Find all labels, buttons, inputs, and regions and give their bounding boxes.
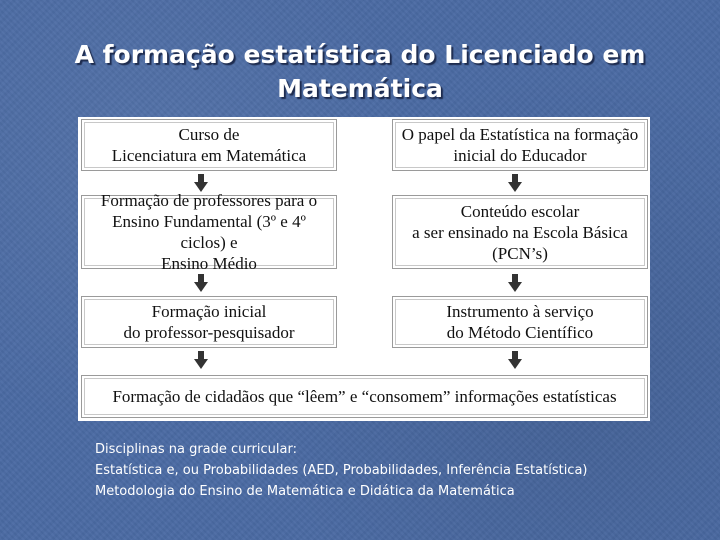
- box-formacao-professores-line-1: Formação de professores para o: [100, 191, 318, 210]
- flow-diagram: [78, 117, 650, 421]
- notes-line-2: Estatística e, ou Probabilidades (AED, Probabilidades, Inferência Estatística): [95, 463, 588, 478]
- box-curso-licenciatura-line-1: Curso de: [178, 125, 240, 144]
- slide-title-line-2: Matemática: [277, 74, 443, 103]
- box-papel-estatistica-line-1: O papel da Estatística na formação: [401, 125, 639, 144]
- slide-title-line-1: A formação estatística do Licenciado em: [74, 40, 646, 69]
- curriculum-notes: [95, 439, 715, 502]
- box-formacao-inicial: [81, 296, 337, 348]
- box-instrumento-metodo-line-1: Instrumento à serviço: [446, 302, 594, 321]
- box-papel-estatistica: [392, 119, 648, 171]
- arrow-down-icon: [508, 274, 522, 292]
- notes-line-3: Metodologia do Ensino de Matemática e Didática da Matemática: [95, 484, 515, 499]
- box-curso-licenciatura: [81, 119, 337, 171]
- box-conteudo-escolar-line-2: a ser ensinado na Escola Básica: [412, 222, 628, 242]
- box-formacao-professores: [81, 191, 337, 273]
- box-instrumento-metodo: [392, 296, 648, 348]
- box-formacao-professores-line-3: Ensino Médio: [161, 254, 257, 273]
- box-formacao-cidadaos-text: Formação de cidadãos que “lêem” e “consomem” informações estatísticas: [112, 387, 617, 406]
- box-curso-licenciatura-line-2: Licenciatura em Matemática: [111, 146, 307, 165]
- arrow-down-icon: [508, 174, 522, 192]
- notes-line-1: Disciplinas na grade curricular:: [95, 442, 297, 457]
- box-formacao-cidadaos: [81, 375, 648, 418]
- box-formacao-inicial-line-2: do professor-pesquisador: [123, 323, 295, 342]
- arrow-down-icon: [194, 274, 208, 292]
- box-conteudo-escolar-line-1: Conteúdo escolar: [460, 201, 580, 221]
- box-formacao-inicial-line-1: Formação inicial: [151, 302, 267, 321]
- slide-title: [0, 38, 720, 106]
- box-conteudo-escolar-line-3: (PCN’s): [492, 243, 548, 263]
- box-formacao-professores-line-2: Ensino Fundamental (3º e 4º ciclos) e: [112, 212, 306, 252]
- box-conteudo-escolar: [392, 195, 648, 269]
- box-papel-estatistica-line-2: inicial do Educador: [453, 146, 587, 165]
- box-instrumento-metodo-line-2: do Método Científico: [446, 323, 594, 342]
- arrow-down-icon: [508, 351, 522, 369]
- arrow-down-icon: [194, 351, 208, 369]
